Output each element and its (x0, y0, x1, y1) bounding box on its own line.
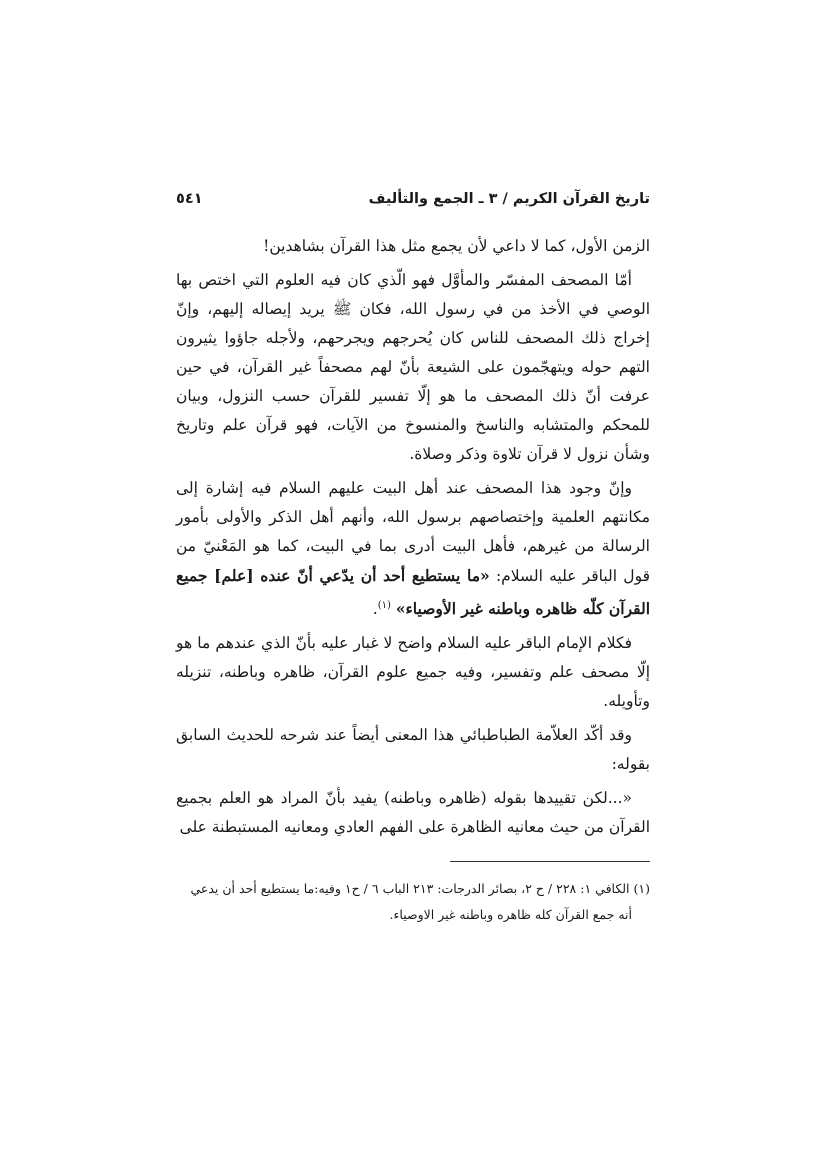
footnote-1-line-1: (١) الكافي ١: ٢٢٨ / ح ٢، بصائر الدرجات: ٢١٣ الباب ٦ / ح١ وفيه:ما يستطيع أحد أن يدعي (190, 881, 650, 896)
header-title: تاريخ القرآن الكريم / ٣ ـ الجمع والتأليف (368, 191, 650, 207)
footnote-divider (450, 861, 650, 862)
footnote-1-line-2: أنه جمع القرآن كله ظاهره وباطنه غير الاوصياء. (389, 907, 632, 922)
paragraph-1: الزمن الأول، كما لا داعي لأن يجمع مثل هذا القرآن بشاهدين! (263, 237, 650, 255)
paragraph-3-intro: وإنّ وجود هذا المصحف عند أهل البيت عليهم السلام فيه إشارة إلى مكانتهم العلمية وإختصاصهم برسول الله، وأنهم أهل الذكر والأولى بأمور الرسالة من غيرهم، فأهل البيت أدرى بما في البيت، كما هو المَعْنيّ من قول الباقر عليه السلام: (176, 479, 650, 585)
footnote-ref-1[interactable]: (١) (377, 600, 391, 611)
body-text (176, 232, 650, 847)
page-number: ٥٤١ (176, 191, 203, 207)
hadith-quote: «ما يستطيع أحد أن يدّعي أنّ عنده [علم] جميع القرآن كلّه ظاهره وباطنه غير الأوصياء» (176, 566, 650, 619)
paragraph-6: «...لكن تقييدها بقوله (ظاهره وباطنه) يفيد بأنّ المراد هو العلم بجميع القرآن من حيث معانيه الظاهرة على الفهم العادي ومعانيه المستبطنة على (176, 789, 650, 837)
footnotes (176, 876, 650, 928)
paragraph-4: فكلام الإمام الباقر عليه السلام واضح لا غبار عليه بأنّ الذي عندهم ما هو إلّا مصحف علم وتفسير، وفيه جميع علوم القرآن، ظاهره وباطنه، تنزيله وتأويله. (176, 634, 650, 711)
paragraph-2: أمّا المصحف المفسّر والمأوَّل فهو الّذي كان فيه العلوم التي اختص بها الوصي في الأخذ من في رسول الله، فكان ﷺ يريد إيصاله إليهم، وإنّ إخراج ذلك المصحف للناس كان يُحرجهم ويجرحهم، ولأجله جاؤوا يثيرون التهم حوله ويتهجّمون على الشيعة بأنّ لهم مصحفاً غير القرآن، في حين عرفت أنّ ذلك المصحف ما هو إلّا تفسير للقرآن حسب النزول، وبيان للمحكم والمتشابه والناسخ والمنسوخ من الآيات، فهو قرآن علم وتاريخ وشأن نزول لا قرآن تلاوة وذكر وصلاة. (176, 271, 650, 463)
running-header (176, 186, 650, 212)
paragraph-5: وقد أكّد العلاّمة الطباطبائي هذا المعنى أيضاً عند شرحه للحديث السابق بقوله: (176, 726, 650, 774)
paragraph-3-end: . (372, 600, 378, 619)
paragraph-3 (176, 474, 650, 624)
